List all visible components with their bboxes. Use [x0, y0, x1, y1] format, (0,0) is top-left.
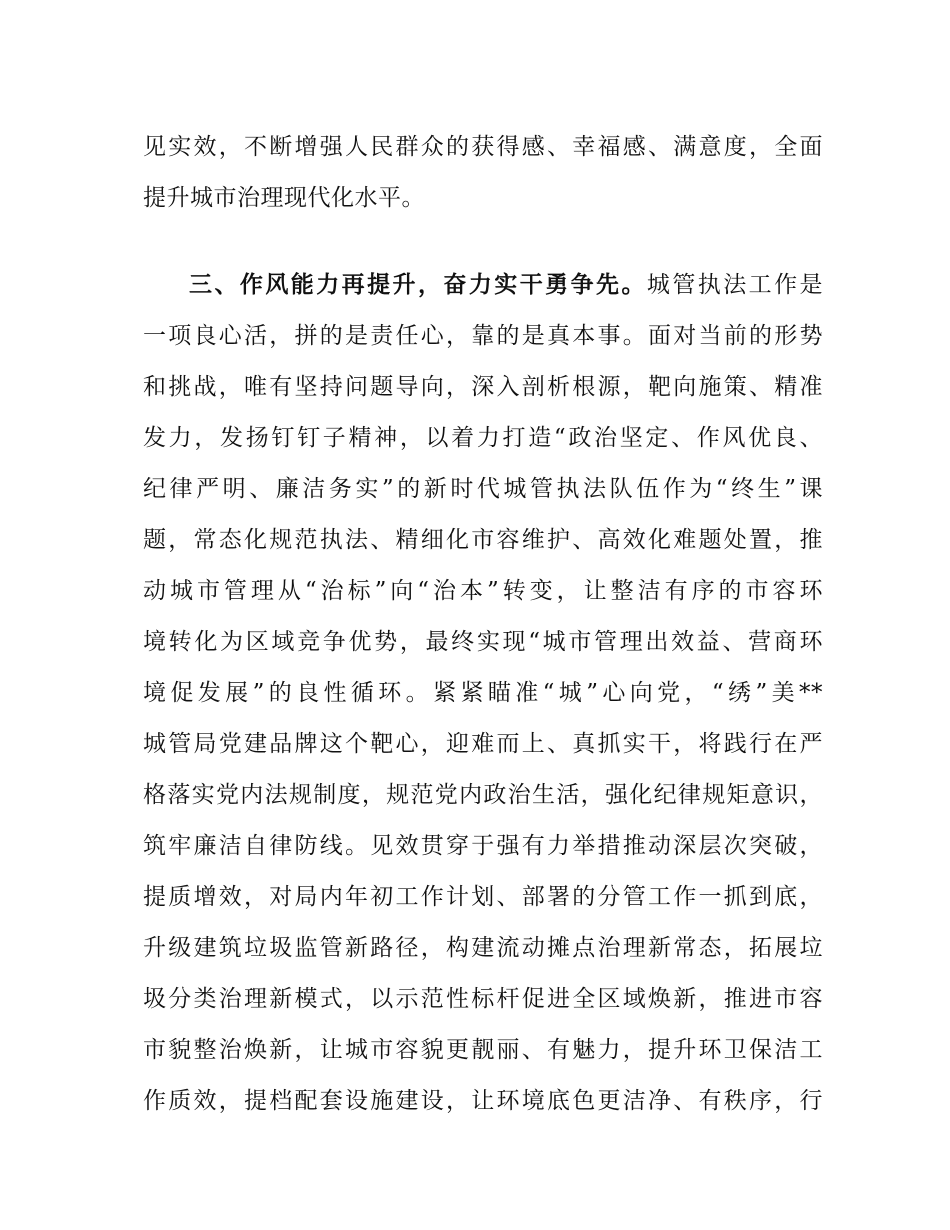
paragraph-gap: [143, 224, 823, 260]
text-line: 格落实党内法规制度，规范党内政治生活，强化纪律规矩意识，: [143, 782, 823, 808]
text-line: 和挑战，唯有坚持问题导向，深入剖析根源，靶向施策、精准: [143, 374, 823, 400]
text-line: 一项良心活，拼的是责任心，靠的是真本事。面对当前的形势: [143, 323, 823, 349]
text-line: 境转化为区域竞争优势，最终实现“城市管理出效益、营商环: [143, 629, 823, 655]
text-line: 境促发展”的良性循环。紧紧瞄准“城”心向党，“绣”美**: [143, 680, 823, 706]
text-line: 市貌整治焕新，让城市容貌更靓丽、有魅力，提升环卫保洁工: [143, 1037, 823, 1063]
text-line: 动城市管理从“治标”向“治本”转变，让整洁有序的市容环: [143, 578, 823, 604]
text-line: 见实效，不断增强人民群众的获得感、幸福感、满意度，全面: [143, 134, 823, 160]
text-run: 城管执法工作是: [646, 272, 823, 298]
text-line: 提质增效，对局内年初工作计划、部署的分管工作一抓到底，: [143, 884, 823, 910]
text-line: 纪律严明、廉洁务实”的新时代城管执法队伍作为“终生”课: [143, 476, 823, 502]
text-line: 城管局党建品牌这个靶心，迎难而上、真抓实干，将践行在严: [143, 731, 823, 757]
paragraph-2: [143, 260, 823, 1127]
text-line: 筑牢廉洁自律防线。见效贯穿于强有力举措推动深层次突破，: [143, 833, 823, 859]
text-line: 圾分类治理新模式，以示范性标杆促进全区域焕新，推进市容: [143, 986, 823, 1012]
text-line: 升级建筑垃圾监管新路径，构建流动摊点治理新常态，拓展垃: [143, 935, 823, 961]
text-line: 提升城市治理现代化水平。: [143, 185, 425, 211]
text-line: 题，常态化规范执法、精细化市容维护、高效化难题处置，推: [143, 527, 823, 553]
text-line-first: [143, 260, 823, 311]
paragraph-1: [143, 122, 823, 224]
text-line: 作质效，提档配套设施建设，让环境底色更洁净、有秩序，行: [143, 1088, 823, 1114]
text-line: 发力，发扬钉钉子精神，以着力打造“政治坚定、作风优良、: [143, 425, 823, 451]
section-heading: 三、作风能力再提升，奋力实干勇争先。: [189, 272, 647, 298]
document-body: [143, 122, 823, 1127]
